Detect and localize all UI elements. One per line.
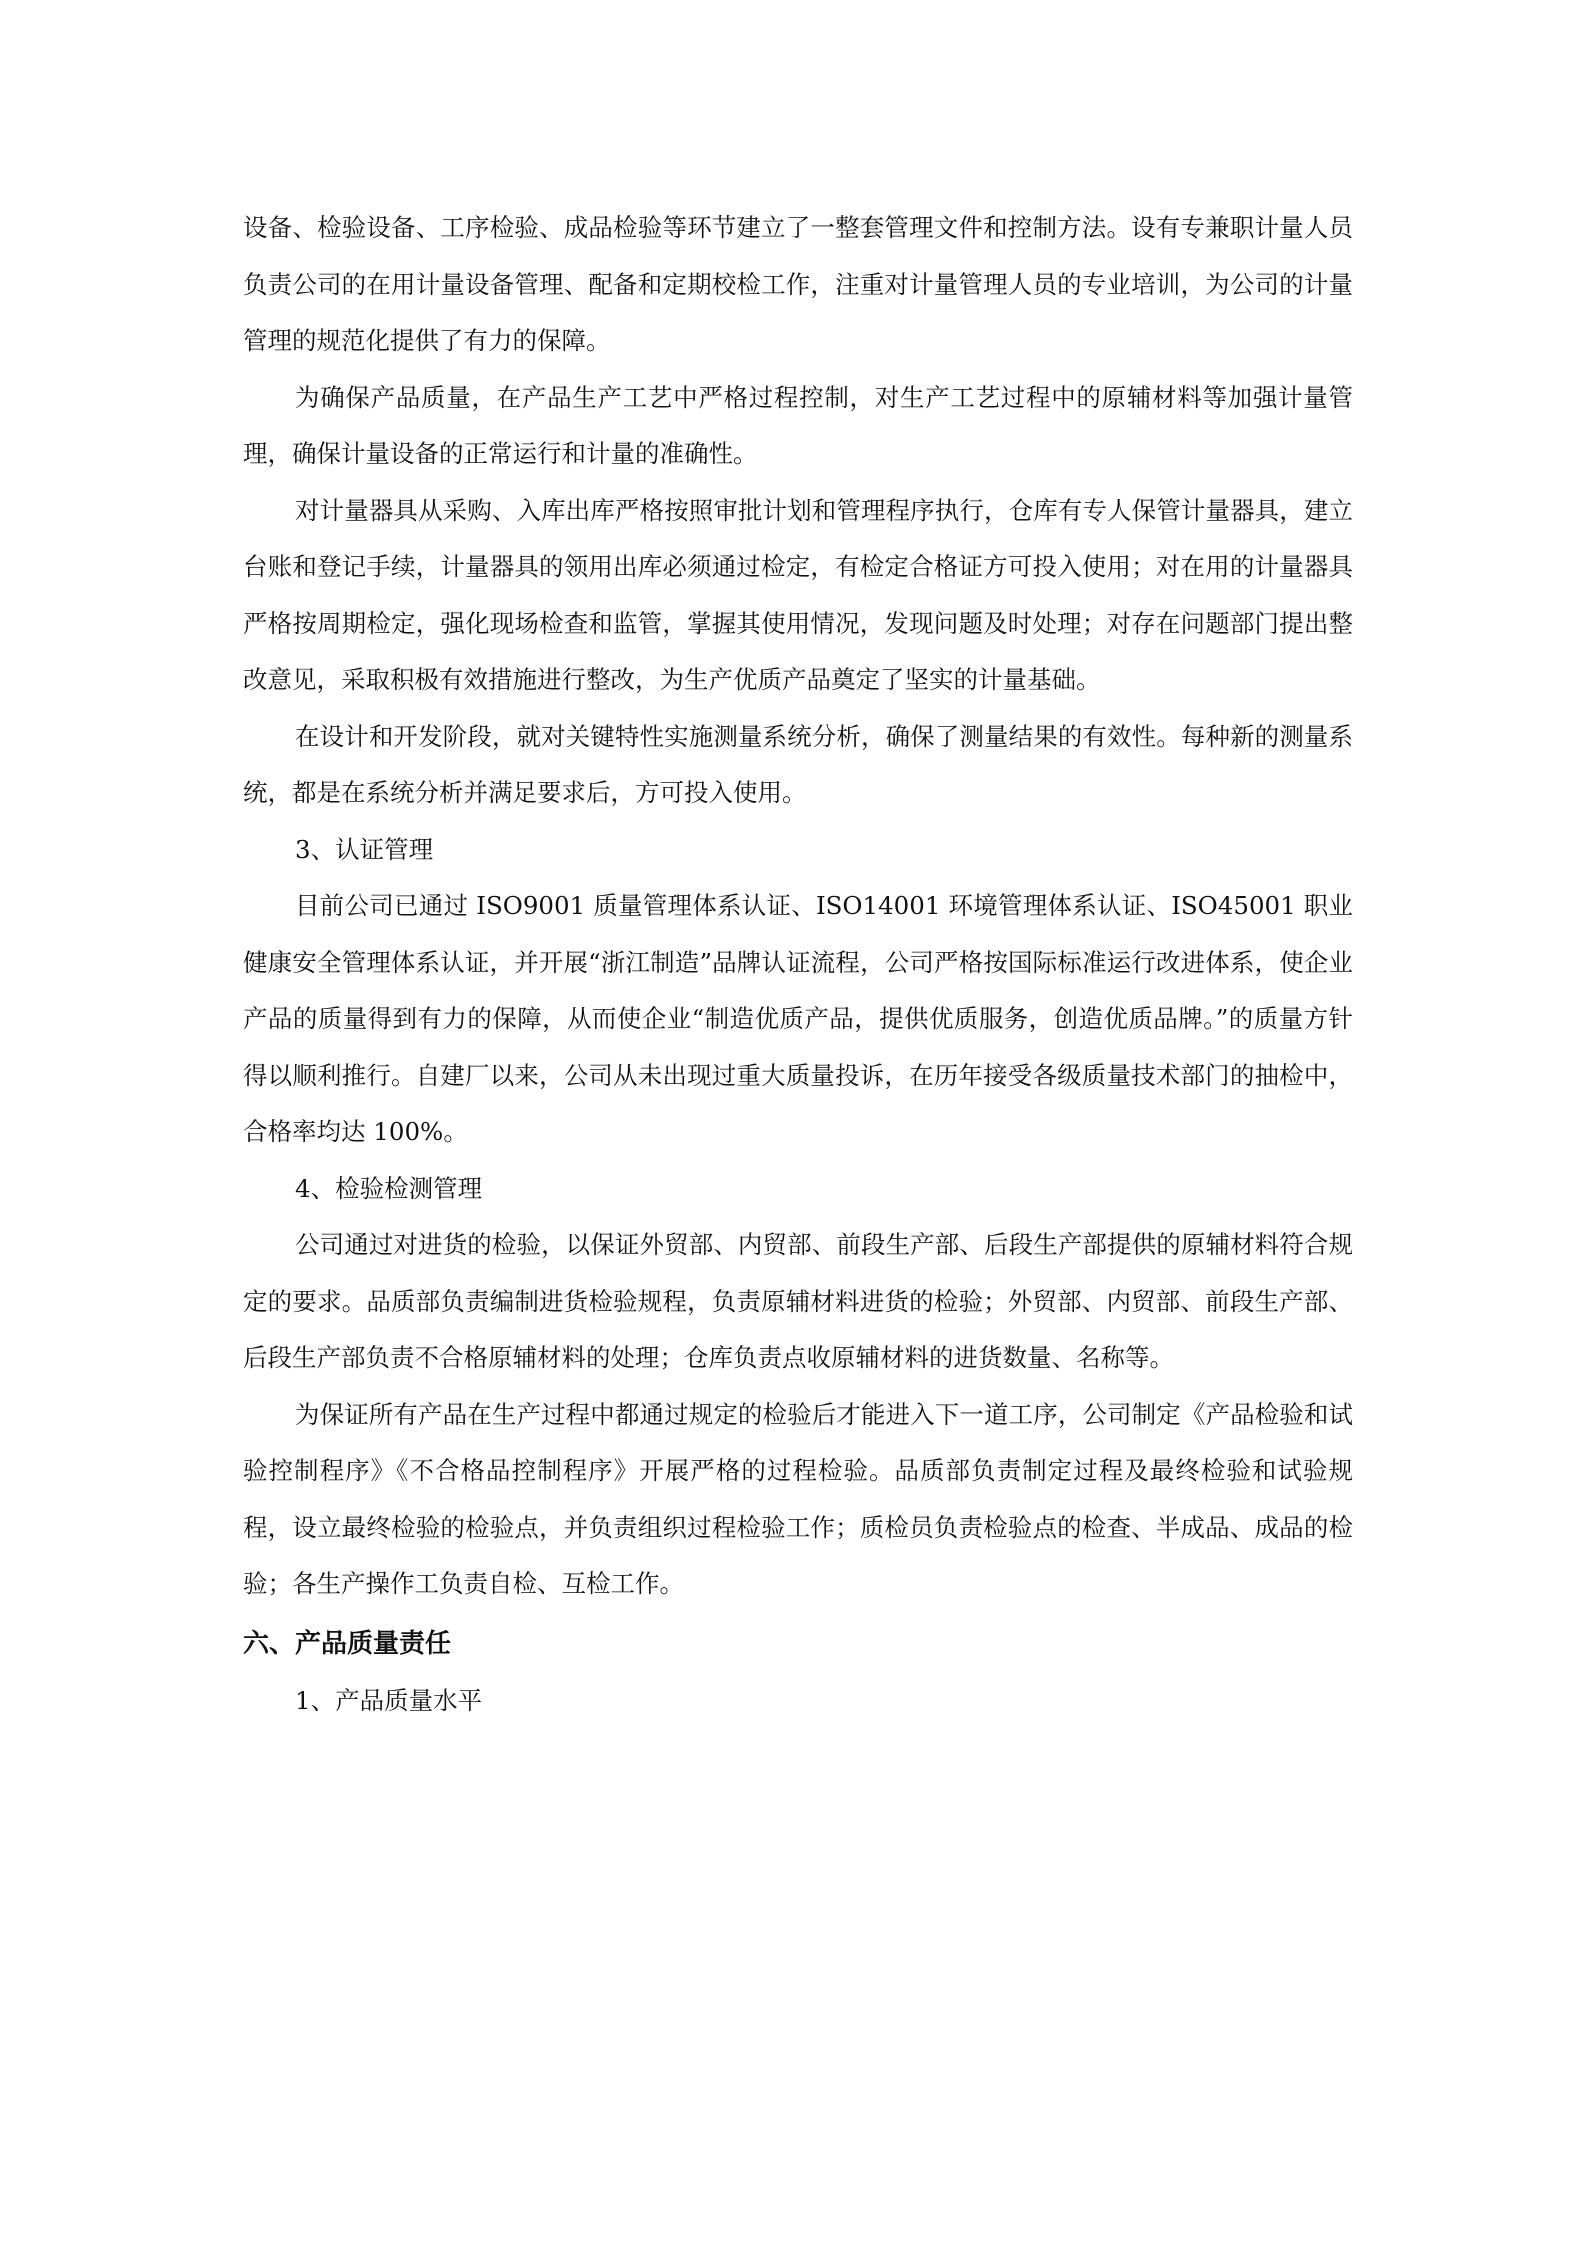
paragraph-instrument-management: 对计量器具从采购、入库出库严格按照审批计划和管理程序执行，仓库有专人保管计量器具，建立台账和登记手续，计量器具的领用出库必须通过检定，有检定合格证方可投入使用；对在用的计量器具严格按周期检定，强化现场检查和监管，掌握其使用情况，发现问题及时处理；对存在问题部门提出整改意见，采取积极有效措施进行整改，为生产优质产品奠定了坚实的计量基础。 [243, 495, 1353, 694]
subheading-certification: 3、认证管理 [295, 834, 434, 864]
document-body [243, 200, 1353, 1729]
subheading-inspection-testing: 4、检验检测管理 [295, 1173, 483, 1203]
paragraph-process-inspection: 为保证所有产品在生产过程中都通过规定的检验后才能进入下一道工序，公司制定《产品检验和试验控制程序》《不合格品控制程序》开展严格的过程检验。品质部负责制定过程及最终检验和试验规程，设立最终检验的检验点，并负责组织过程检验工作；质检员负责检验点的检查、半成品、成品的检验；各生产操作工负责自检、互检工作。 [243, 1399, 1353, 1598]
subheading-product-quality-level: 1、产品质量水平 [295, 1685, 483, 1715]
paragraph-measurement-system-analysis: 在设计和开发阶段，就对关键特性实施测量系统分析，确保了测量结果的有效性。每种新的测量系统，都是在系统分析并满足要求后，方可投入使用。 [243, 721, 1353, 807]
paragraph-process-control: 为确保产品质量，在产品生产工艺中严格过程控制，对生产工艺过程中的原辅材料等加强计量管理，确保计量设备的正常运行和计量的准确性。 [243, 382, 1353, 468]
paragraph-certification: 目前公司已通过 ISO9001 质量管理体系认证、ISO14001 环境管理体系认证、ISO45001 职业健康安全管理体系认证，并开展“浙江制造”品牌认证流程，公司严格按国际标准运行改进体系，使企业产品的质量得到有力的保障，从而使企业“制造优质产品，提供优质服务，创造优质品牌。”的质量方针得以顺利推行。自建厂以来，公司从未出现过重大质量投诉，在历年接受各级质量技术部门的抽检中，合格率均达 100%。 [243, 891, 1353, 1146]
section-heading-product-quality-responsibility: 六、产品质量责任 [243, 1628, 452, 1659]
paragraph-metrology-documents: 设备、检验设备、工序检验、成品检验等环节建立了一整套管理文件和控制方法。设有专兼职计量人员负责公司的在用计量设备管理、配备和定期校检工作，注重对计量管理人员的专业培训，为公司的计量管理的规范化提供了有力的保障。 [243, 213, 1353, 355]
paragraph-incoming-inspection: 公司通过对进货的检验，以保证外贸部、内贸部、前段生产部、后段生产部提供的原辅材料符合规定的要求。品质部负责编制进货检验规程，负责原辅材料进货的检验；外贸部、内贸部、前段生产部、后段生产部负责不合格原辅材料的处理；仓库负责点收原辅材料的进货数量、名称等。 [243, 1230, 1353, 1372]
